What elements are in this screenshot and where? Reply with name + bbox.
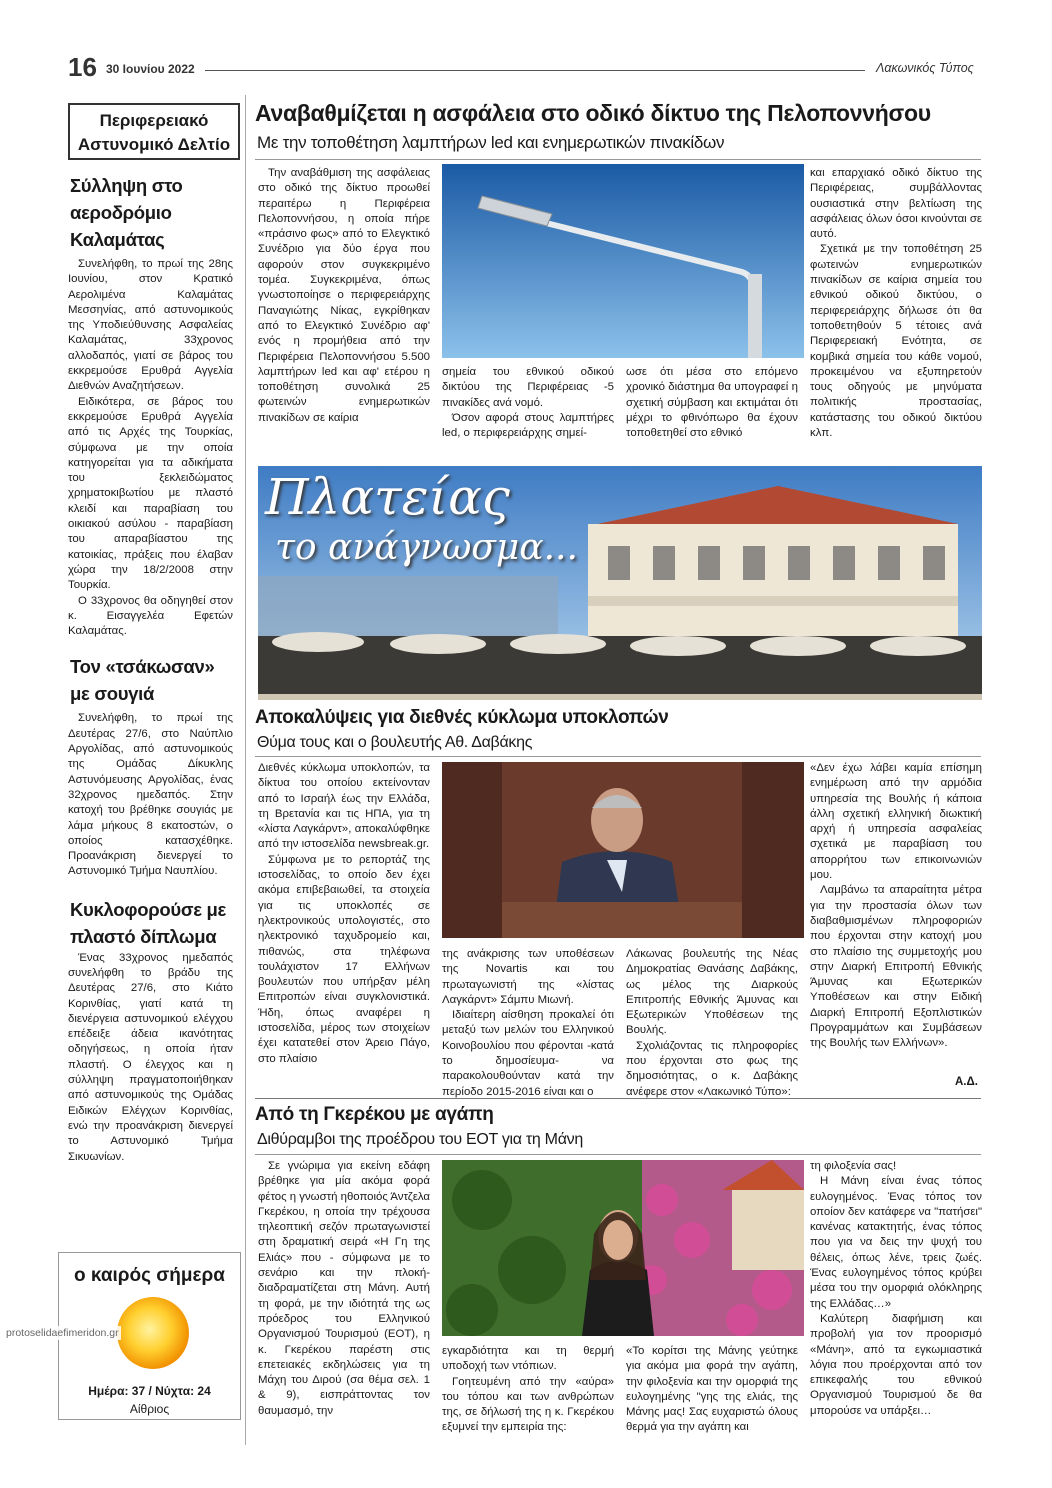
subheadline: Με την τοποθέτηση λαμπτήρων led και ενημερωτικών πινακίδων	[257, 133, 725, 152]
issue-date: 30 Ιουνίου 2022	[106, 62, 195, 76]
article-column: Σε γνώριμα για εκείνη εδάφη βρέθηκε για μία ακόμα φορά φέτος η γνωστή ηθοποιός Άντζελα Γκερέκου, η οποία την τρέχουσα τηλεοπτική σεζόν πρωταγωνιστεί στη δραματική σειρά «Η Γη της Ελιάς» που - σύμφωνα με το σενάριο και την πλοκή- διαδραματίζεται στη Μάνη. Αυτή τη φορά, με την ιδιότητά της ως πρόεδρος του Ελληνικού Οργανισμού Τουρισμού (ΕΟΤ), η κ. Γκερέκου παρέστη στις επετειακές εκδηλώσεις για τη Μάχη του Διρού (σα θέμα σελ. 1 & 9), εισπράττοντας τον θαυμασμό, την	[258, 1160, 431, 1417]
police-bulletin-box	[68, 103, 240, 160]
page-number: 16	[68, 52, 97, 82]
article-body: Συνελήφθη, το πρωί της 28ης Ιουνίου, στον Κρατικό Αερολιμένα Καλαμάτας Μεσσηνίας, από αστυνομικούς της Υποδιεύθυνσης Ασφαλείας Καλαμάτας, 33χρονος αλλοδαπός, γιατί σε βάρος του εκκρεμούσε Ερυθρά Αγγελία Διεθνών Αναζητήσεων. Ειδικότερα, σε βάρος του εκκρεμούσε Ερυθρά Αγγελία από τις Αρχές της Τουρκίας, σύμφωνα με την οποία κατηγορείται για τα αδικήματα του ξεκλειδώματος χρηματοκιβωτίου με πλαστό κλειδί και παραβίαση του οικιακού ασύλου - παραβίαση του απαραβίαστου της κατοικίας, πράξεις που έλαβαν χώρα την 18/2/2008 στην Τουρκία. Ο 33χρονος θα οδηγηθεί στον κ. Εισαγγελέα Εφετών Καλαμάτας.	[68, 258, 233, 638]
weather-condition: Αίθριος	[129, 1402, 170, 1416]
article-column: τη φιλοξενία σας! Η Μάνη είναι ένας τόπος ευλογημένος. Ένας τόπος τον οποίον δεν κατάφερε να "πατήσει" κανένας κατακτητής, ένας τόπος που για να δεις την ψυχή του θέλεις, όπως λένε, τρεις ζωές. Ένας ευλογημένος τόπος κρύβει μέσα του την ομορφιά ολόκληρης της Ελλάδας…» Καλύτερη διαφήμιση και προβολή για τον προορισμό «Μάνη», από τα εγκωμιαστικά λόγια που προέρχονται από τον επικεφαλής του εθνικού Οργανισμού Τουρισμού δε θα μπορούσε να υπάρξει…	[810, 1160, 982, 1417]
article-title: Σύλληψη στο αεροδρόμιο Καλαμάτας	[70, 175, 183, 250]
article-column: Λάκωνας βουλευτής της Νέας Δημοκρατίας Θανάσης Δαβάκης, ως μέλος της Διαρκούς Επιτροπής Εθνικής Άμυνας και Εξωτερικών Υποθέσεων της Βουλής. Σχολιάζοντας τις πληροφορίες που έρχονται στο φως της δημοσιότητας, ο κ. Δαβάκης ανέφερε στον «Λακωνικό Τύπο»:	[626, 948, 798, 1098]
politician-photo	[442, 762, 804, 938]
header-rule	[205, 70, 865, 71]
article-body: Ένας 33χρονος ημεδαπός συνελήφθη το βράδυ της Δευτέρας 27/6, στο Κιάτο Κορινθίας, γιατί κατά τη διενέργεια αστυνομικού ελέγχου επέδειξε άδεια ικανότητας οδηγήσεως, η οποία ήταν πλαστή. Ο έλεγχος και η σύλληψη πραγματοποιήθηκαν από αστυνομικούς της Ομάδας Ειδικών Ελέγχων Κορινθίας, ενώ την προανάκριση διενεργεί το Αστυνομικό Τμήμα Σικυωνίων.	[68, 951, 233, 1163]
subheadline: Διθύραμβοι της προέδρου του ΕΟΤ για τη Μάνη	[257, 1131, 583, 1148]
headline: Από τη Γκερέκου με αγάπη	[255, 1104, 494, 1125]
article-column: εγκαρδιότητα και τη θερμή υποδοχή των ντόπιων. Γοητευμένη από την «αύρα» του τόπου και των ανθρώπων της, σε δήλωσή της η κ. Γκερέκου εξυμνεί την εμπειρία της:	[442, 1345, 614, 1434]
left-column	[68, 172, 233, 1165]
column-separator	[245, 95, 246, 1445]
newspaper-name: Λακωνικός Τύπος	[876, 61, 974, 75]
article-column: «Το κορίτσι της Μάνης γεύτηκε για ακόμα μια φορά την αγάπη, την φιλοξενία και την ομορφιά της ευλογημένης "γης της ελιάς, της Μάνης μας! Σας ευχαριστώ όλους θερμά για την αγάπη και	[626, 1345, 798, 1434]
article-column: Διεθνές κύκλωμα υποκλοπών, τα δίκτυα του οποίου εκτείνονταν από το Ισραήλ έως την Ελλάδα, τη Βρετανία και τις ΗΠΑ, για τη «λίστα Λαγκάρντ», αποκαλύφθηκε από την ιστοσελίδα newsbreak.gr. Σύμφωνα με το ρεπορτάζ της ιστοσελίδας, το οποίο δεν έχει ακόμα επιβεβαιωθεί, τα στοιχεία για τις υποκλοπές σε ηλεκτρονικούς υπολογιστές, στο ηλεκτρονικό ταχυδρομείο και, πιθανώς, στα τηλέφωνα τουλάχιστον 17 Ελλήνων βουλευτών που υπήρξαν μέλη Επιτροπών είναι συγκλονιστικά. Ήδη, όπως αναφέρει η ιστοσελίδα, μέρος των στοιχείων έχει κατατεθεί στον Άρειο Πάγο, στο πλαίσιο	[258, 762, 430, 1065]
article-column: Την αναβάθμιση της ασφάλειας στο οδικό της δίκτυο προωθεί περαιτέρω η Περιφέρεια Πελοποννήσου, η οποία πήρε «πράσινο φως» από το Ελεγκτικό Συνέδριο για δύο έργα που αφορούν στον συγκεκριμένο τομέα. Συγκεκριμένα, όπως γνωστοποίησε ο περιφερειάρχης Παναγιώτης Νίκας, εγκρίθηκαν από το Ελεγκτικό Συνέδριο αφ' ενός η προμήθεια από την Περιφέρεια Πελοποννήσου 5.500 λαμπτήρων led και αφ' ετέρου η τοποθέτηση συνολικά 25 φωτεινών ενημερωτικών πινακίδων σε καίρια	[258, 167, 430, 424]
article-body: Συνελήφθη, το πρωί της Δευτέρας 27/6, στο Ναύπλιο Αργολίδας, από αστυνομικούς της Ομάδας Δίκυκλης Αστυνόμευσης Αργολίδας, ένας 32χρονος ημεδαπός. Στην κατοχή του βρέθηκε σουγιάς με λάμα μήκους 8 εκατοστών, ο οποίος κατασχέθηκε. Προανάκριση διενεργεί το Αστυνομικό Τμήμα Ναυπλίου.	[68, 712, 233, 878]
article-title: Τον «τσάκωσαν» με σουγιά	[70, 656, 215, 705]
headline-rule	[255, 159, 981, 160]
author-signature: Α.Δ.	[955, 1076, 978, 1088]
banner-title-line1: Πλατείας	[265, 468, 510, 526]
street-lamp-photo	[442, 164, 804, 358]
subheadline: Θύμα τους και ο βουλευτής Αθ. Δαβάκης	[257, 734, 533, 751]
headline: Αποκαλύψεις για διεθνές κύκλωμα υποκλοπών	[255, 707, 669, 728]
police-bulletin-title: Περιφερειακό Αστυνομικό Δελτίο	[77, 111, 231, 154]
sun-icon	[110, 1290, 196, 1376]
article-column: σημεία του εθνικού οδικού δικτύου της Περιφέρειας -5 πινακίδες ανά νομό. Όσον αφορά στους λαμπτήρες led, ο περιφερειάρχης σημεί-	[442, 366, 614, 440]
banner-title-line2: το ανάγνωσμα...	[275, 527, 578, 568]
article-title: Κυκλοφορούσε με πλαστό δίπλωμα	[70, 898, 227, 947]
article-column: και επαρχιακό οδικό δίκτυο της Περιφέρειας, συμβάλλοντας ουσιαστικά στην βελτίωση της ασφάλειας όλων όσοι κινούνται σε αυτό. Σχετικά με την τοποθέτηση 25 φωτεινών ενημερωτικών πινακίδων σε καίρια σημεία του εθνικού οδικού δικτύου, ο περιφερειάρχης δήλωσε ότι θα τοποθετηθούν 5 τέτοιες ανά Περιφερειακή Ενότητα, σε κομβικά σημεία του κάθε νομού, προκειμένου να εξυπηρετούν τους οδηγούς με μηνύματα πολιτικής προστασίας, κατάστασης του οδικού δικτύου κλπ.	[810, 167, 982, 440]
headline-rule	[255, 1154, 981, 1155]
site-watermark: protoselidaefimeridon.gr	[6, 1327, 119, 1339]
article-column: «Δεν έχω λάβει καμία επίσημη ενημέρωση από την αρμόδια υπηρεσία της Βουλής ή κάποια άλλη σχετική ελληνική διωκτική αρχή ή υπηρεσία ασφαλείας σχετικά με παραβίαση του απορρήτου των επικοινωνιών μου. Λαμβάνω τα απαραίτητα μέτρα για την προστασία όλων των διαβαθμισμένων πληροφοριών που έρχονται στην κατοχή μου στο πλαίσιο της συμμετοχής μου στην Διαρκή Επιτροπή Εθνικής Άμυνας και Εξωτερικών Υποθέσεων και στην Ειδική Διαρκή Επιτροπή Εξοπλιστικών Προγραμμάτων και Συμβάσεων της Βουλής των Ελλήνων».	[810, 762, 982, 1050]
article-column: ωσε ότι μέσα στο επόμενο χρονικό διάστημα θα υπογραφεί η σχετική σύμβαση και εκτιμάται ότι μέχρι το φθινόπωρο θα έχουν τοποθετηθεί στο εθνικό	[626, 366, 798, 440]
article-column: της ανάκρισης των υποθέσεων της Novartis και του πρωταγωνιστή της «λίστας Λαγκάρντ» Σάμπυ Μιωνή. Ιδιαίτερη αίσθηση προκαλεί ότι μεταξύ των μελών του Ελληνικού Κοινοβουλίου που φέρονται -κατά το δημοσίευμα- να παρακολουθούνταν κατά την περίοδο 2015-2016 είναι και ο	[442, 948, 614, 1098]
headline: Αναβαθμίζεται η ασφάλεια στο οδικό δίκτυο της Πελοποννήσου	[255, 100, 931, 126]
weather-title: ο καιρός σήμερα	[73, 1265, 225, 1286]
headline-rule	[255, 756, 981, 757]
section-rule	[255, 1098, 981, 1099]
actress-photo	[442, 1160, 804, 1336]
weather-temps: Ημέρα: 37 / Νύχτα: 24	[88, 1384, 211, 1398]
